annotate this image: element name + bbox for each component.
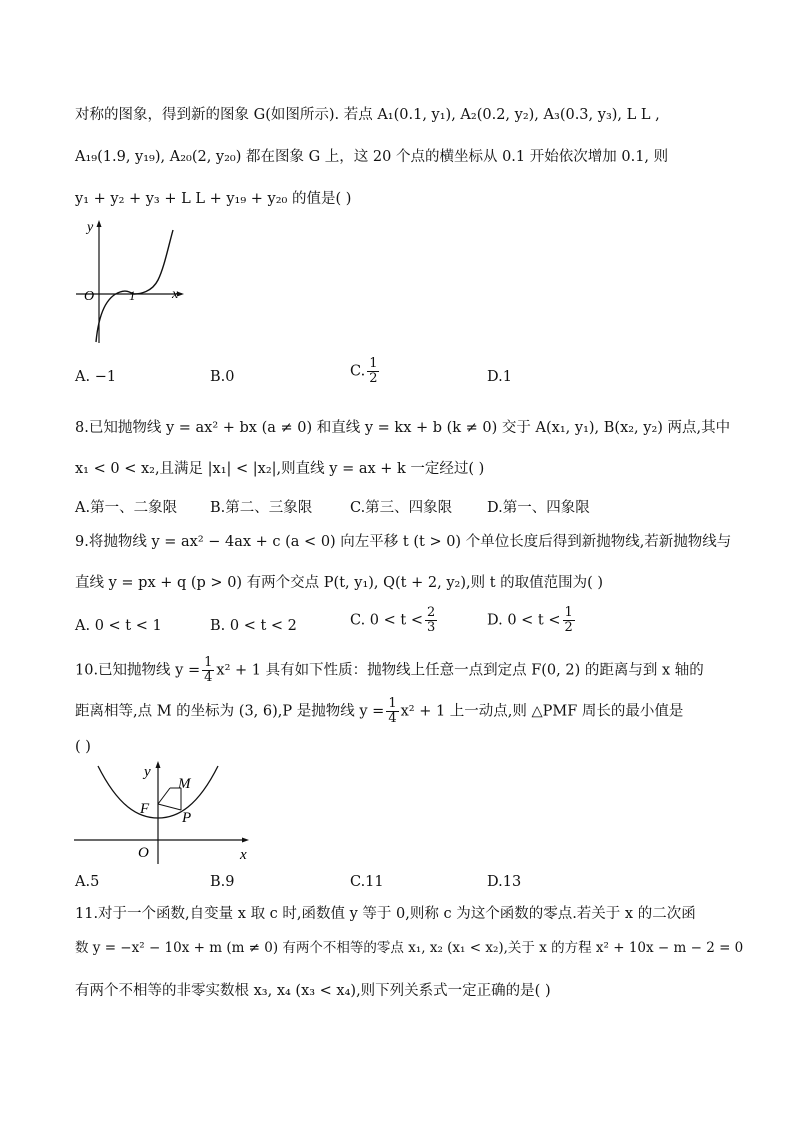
q10-line1-numerator: 1 bbox=[204, 655, 213, 670]
q7-graph-x-label: x bbox=[172, 287, 179, 302]
q10-graph-f-label: F bbox=[140, 801, 150, 817]
q8-text-line-1: 8.已知抛物线 y = ax² + bx (a ≠ 0) 和直线 y = kx + b (k ≠ 0) 交于 A(x₁, y₁), B(x₂, y₂) 两点,其中 bbox=[75, 420, 731, 436]
q9-option-c bbox=[350, 606, 439, 635]
q7-graph bbox=[70, 218, 190, 346]
q10-line2-numerator: 1 bbox=[388, 696, 397, 711]
q7-text-line-2: A₁₉(1.9, y₁₉), A₂₀(2, y₂₀) 都在图象 G 上，这 20 个点的横坐标从 0.1 开始依次增加 0.1, 则 bbox=[75, 149, 669, 165]
q7-graph-origin-label: O bbox=[84, 289, 95, 304]
q9-option-a: A. 0 < t < 1 bbox=[75, 618, 162, 634]
q10-graph-origin-label: O bbox=[138, 845, 149, 861]
q9-option-d-fraction bbox=[563, 606, 575, 635]
q9-option-c-fraction bbox=[425, 606, 437, 635]
q8-option-b: B.第二、三象限 bbox=[210, 500, 313, 516]
q7-option-c-denominator: 2 bbox=[369, 371, 378, 386]
q7-option-c bbox=[350, 357, 381, 386]
q10-option-a: A.5 bbox=[75, 874, 100, 890]
q10-line1-prefix: 10.已知抛物线 y = bbox=[75, 662, 201, 679]
q10-line1-denominator: 4 bbox=[204, 670, 213, 685]
q10-text-line-2 bbox=[75, 697, 725, 726]
q8-text-line-2: x₁ < 0 < x₂,且满足 |x₁| < |x₂|,则直线 y = ax + k 一定经过( ) bbox=[75, 461, 485, 477]
q10-line2-fraction bbox=[386, 697, 398, 726]
q8-option-d: D.第一、四象限 bbox=[487, 500, 590, 516]
q10-graph-p-label: P bbox=[182, 810, 192, 826]
q10-line1-suffix: x² + 1 具有如下性质：抛物线上任意一点到定点 F(0, 2) 的距离与到 x 轴的 bbox=[216, 662, 704, 679]
q10-graph-x-label: x bbox=[240, 847, 247, 863]
q7-text-line-1: 对称的图象，得到新的图象 G(如图所示). 若点 A₁(0.1, y₁), A₂(0.2, y₂), A₃(0.3, y₃), L L , bbox=[75, 107, 660, 123]
q9-option-b: B. 0 < t < 2 bbox=[210, 618, 297, 634]
q10-text-line-1 bbox=[75, 656, 725, 685]
q9-text-line-1: 9.将抛物线 y = ax² − 4ax + c (a < 0) 向左平移 t (t > 0) 个单位长度后得到新抛物线,若新抛物线与 bbox=[75, 534, 732, 550]
q9-option-d-numerator: 1 bbox=[564, 605, 573, 620]
q9-option-d-denominator: 2 bbox=[564, 620, 573, 635]
q9-option-c-numerator: 2 bbox=[426, 605, 436, 620]
q9-option-c-prefix: C. 0 < t < bbox=[350, 612, 423, 629]
q11-text-line-2: 数 y = −x² − 10x + m (m ≠ 0) 有两个不相等的零点 x₁, x₂ (x₁ < x₂),关于 x 的方程 x² + 10x − m − 2 = 0 bbox=[75, 940, 744, 956]
q10-graph-m-label: M bbox=[178, 776, 191, 792]
q8-option-a: A.第一、二象限 bbox=[75, 500, 178, 516]
q10-line2-suffix: x² + 1 上一动点,则 △PMF 周长的最小值是 bbox=[400, 703, 684, 720]
q7-option-c-prefix: C. bbox=[350, 363, 366, 380]
q7-graph-y-label: y bbox=[87, 220, 94, 235]
q9-option-d bbox=[487, 606, 577, 635]
q7-option-a: A. −1 bbox=[75, 369, 117, 385]
q7-graph-one-label: 1 bbox=[129, 288, 136, 303]
q9-option-d-prefix: D. 0 < t < bbox=[487, 612, 561, 629]
q10-graph-y-label: y bbox=[144, 764, 151, 780]
q10-line2-prefix: 距离相等,点 M 的坐标为 (3, 6),P 是抛物线 y = bbox=[75, 703, 385, 720]
q10-text-line-3: ( ) bbox=[75, 739, 91, 755]
q10-option-d: D.13 bbox=[487, 874, 522, 890]
q10-line1-fraction bbox=[202, 656, 214, 685]
q8-option-c: C.第三、四象限 bbox=[350, 500, 453, 516]
q10-option-b: B.9 bbox=[210, 874, 235, 890]
q11-text-line-1: 11.对于一个函数,自变量 x 取 c 时,函数值 y 等于 0,则称 c 为这个函数的零点.若关于 x 的二次函 bbox=[75, 906, 696, 922]
q10-line2-denominator: 4 bbox=[388, 711, 397, 726]
q7-option-b: B.0 bbox=[210, 369, 235, 385]
q10-graph bbox=[74, 758, 254, 866]
q7-text-line-3: y₁ + y₂ + y₃ + L L + y₁₉ + y₂₀ 的值是( ) bbox=[75, 191, 352, 207]
q7-option-d: D.1 bbox=[487, 369, 512, 385]
q9-option-c-denominator: 3 bbox=[426, 620, 436, 635]
q7-option-c-fraction bbox=[367, 357, 379, 386]
q11-text-line-3: 有两个不相等的非零实数根 x₃, x₄ (x₃ < x₄),则下列关系式一定正确的是( ) bbox=[75, 983, 551, 999]
q10-option-c: C.11 bbox=[350, 874, 384, 890]
q7-option-c-numerator: 1 bbox=[369, 356, 378, 371]
q9-text-line-2: 直线 y = px + q (p > 0) 有两个交点 P(t, y₁), Q(t + 2, y₂),则 t 的取值范围为( ) bbox=[75, 575, 604, 591]
